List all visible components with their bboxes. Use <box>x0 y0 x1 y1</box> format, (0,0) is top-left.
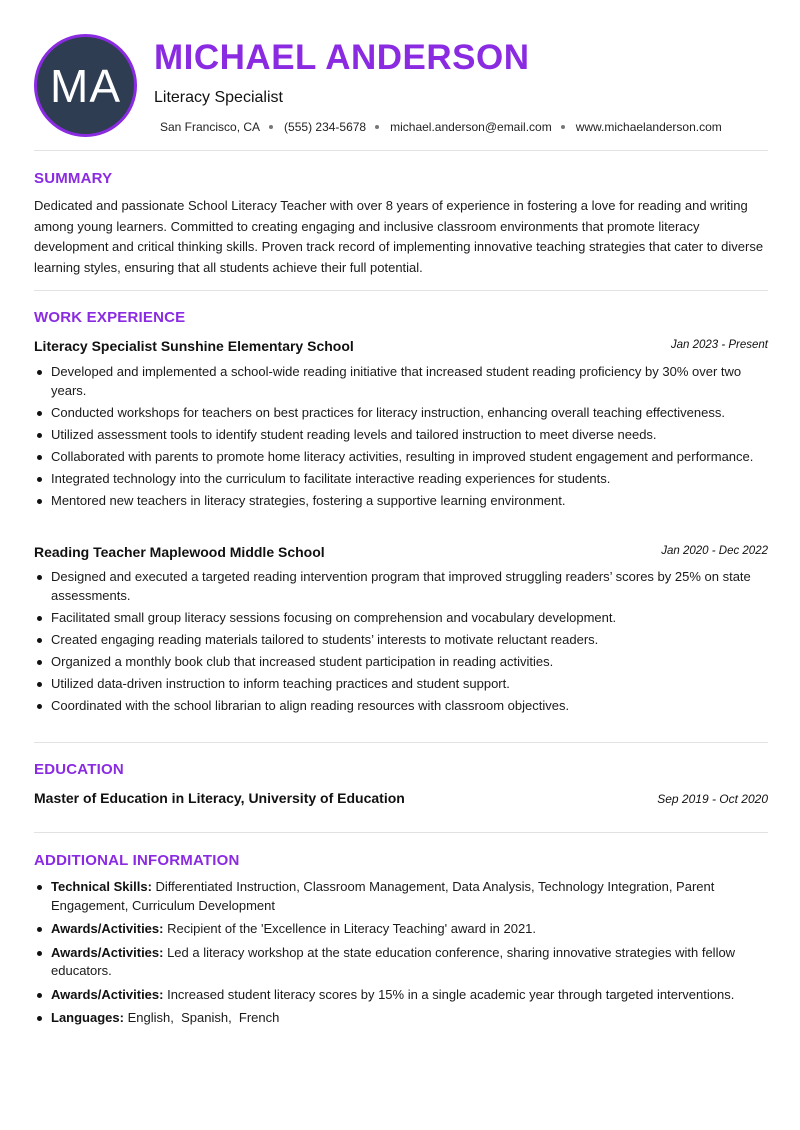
contact-bar <box>160 120 722 134</box>
bullet-separator <box>561 125 565 129</box>
list-item <box>34 986 768 1005</box>
education-entry <box>34 790 768 808</box>
resume-header <box>34 34 768 138</box>
job-title: Reading Teacher Maplewood Middle School <box>34 544 325 560</box>
candidate-name: MICHAEL ANDERSON <box>154 38 530 77</box>
item-label: Technical Skills: <box>51 879 152 894</box>
list-item: Developed and implemented a school-wide reading initiative that increased student reading proficiency by 30% over two years. <box>34 363 768 400</box>
item-text: Led a literacy workshop at the state education conference, sharing innovative strategies with fellow educators. <box>51 944 736 978</box>
item-text: Increased student literacy scores by 15% in a single academic year through targeted interventions. <box>163 986 735 1002</box>
list-item: Integrated technology into the curriculum to facilitate interactive reading experiences for students. <box>34 470 768 489</box>
list-item: Conducted workshops for teachers on best practices for literacy instruction, enhancing overall teaching effectiveness. <box>34 404 768 423</box>
item-label: Awards/Activities: <box>51 921 164 936</box>
list-item: Utilized data-driven instruction to inform teaching practices and student support. <box>34 675 768 694</box>
list-item: Organized a monthly book club that increased student participation in reading activities. <box>34 653 768 672</box>
item-label: Awards/Activities: <box>51 944 164 960</box>
additional-info-heading: ADDITIONAL INFORMATION <box>34 852 240 869</box>
bullet-separator <box>269 125 273 129</box>
contact-email[interactable]: michael.anderson@email.com <box>390 120 552 134</box>
language: Spanish <box>181 1010 229 1025</box>
bullet-separator <box>375 125 379 129</box>
job-bullets <box>34 363 768 514</box>
languages-item: Languages: English, Spanish, French <box>34 1009 768 1028</box>
job-dates: Jan 2023 - Present <box>670 339 768 351</box>
divider <box>34 150 768 151</box>
job-header <box>34 544 768 562</box>
summary-heading: SUMMARY <box>34 170 113 187</box>
education-heading: EDUCATION <box>34 761 124 778</box>
education-dates: Sep 2019 - Oct 2020 <box>657 792 768 806</box>
item-label: Awards/Activities: <box>51 986 164 1002</box>
avatar <box>34 34 137 137</box>
avatar-initials: MA <box>50 59 121 112</box>
divider <box>34 290 768 291</box>
divider <box>34 832 768 833</box>
job-bullets <box>34 568 768 719</box>
additional-info-list <box>34 878 768 1033</box>
languages-label: Languages: <box>51 1010 124 1025</box>
list-item: Mentored new teachers in literacy strategies, fostering a supportive learning environment. <box>34 492 768 511</box>
list-item: Collaborated with parents to promote home literacy activities, resulting in improved student engagement and performance. <box>34 448 768 467</box>
list-item <box>34 944 768 981</box>
candidate-role: Literacy Specialist <box>154 89 283 106</box>
work-experience-heading: WORK EXPERIENCE <box>34 309 186 326</box>
item-text: Recipient of the 'Excellence in Literacy Teaching' award in 2021. <box>163 921 537 936</box>
contact-phone: (555) 234-5678 <box>284 120 367 134</box>
list-item: Facilitated small group literacy sessions focusing on comprehension and vocabulary development. <box>34 609 768 628</box>
item-text: Differentiated Instruction, Classroom Management, Data Analysis, Technology Integration, Parent Engagement, Curriculum Development <box>51 879 715 913</box>
summary-text: Dedicated and passionate School Literacy Teacher with over 8 years of experience in fostering a love for reading and writing among young learners. Committed to creating engaging and inclusive classroom environments that promote literacy development and critical thinking skills. Proven track record of implementing innovative teaching strategies that cater to diverse learning styles, ensuring that all students achieve their full potential. <box>34 198 764 275</box>
divider <box>34 742 768 743</box>
contact-location: San Francisco, CA <box>160 120 261 134</box>
list-item <box>34 878 768 915</box>
list-item: Utilized assessment tools to identify student reading levels and tailored instruction to meet diverse needs. <box>34 426 768 445</box>
language: French <box>238 1010 280 1025</box>
job-title: Literacy Specialist Sunshine Elementary School <box>34 338 354 354</box>
list-item: Designed and executed a targeted reading intervention program that improved struggling readers’ scores by 25% on state assessments. <box>34 568 768 605</box>
job-header <box>34 338 768 356</box>
list-item <box>34 920 768 939</box>
job-dates: Jan 2020 - Dec 2022 <box>661 545 768 557</box>
language: English <box>127 1010 171 1025</box>
degree-title: Master of Education in Literacy, University of Education <box>34 790 405 806</box>
contact-website[interactable]: www.michaelanderson.com <box>575 120 722 134</box>
list-item: Coordinated with the school librarian to align reading resources with classroom objectives. <box>34 697 768 716</box>
list-item: Created engaging reading materials tailored to students’ interests to motivate reluctant readers. <box>34 631 768 650</box>
